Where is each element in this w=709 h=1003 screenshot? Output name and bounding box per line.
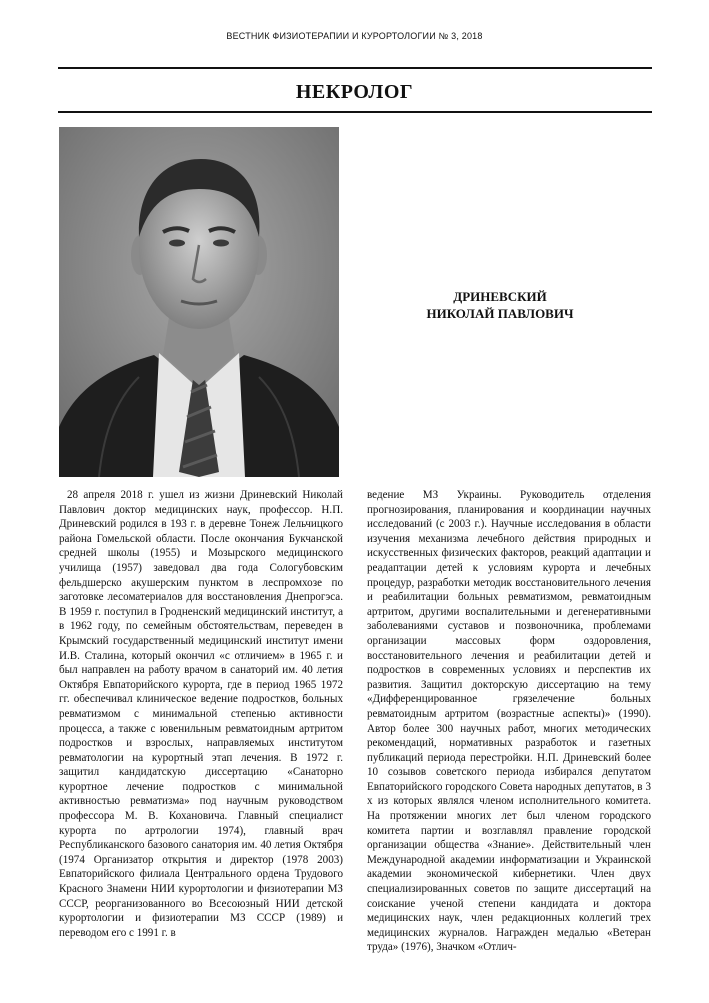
article-column-right: [367, 488, 651, 955]
person-name-block: [370, 288, 630, 322]
section-title: НЕКРОЛОГ: [295, 81, 414, 103]
portrait-photo: [59, 127, 339, 477]
person-surname: ДРИНЕВСКИЙ: [453, 289, 547, 304]
article-column-left: [59, 488, 343, 940]
right-column-text: ведение МЗ Украины. Руководитель отделения прогнозирования, планирования и координации научных исследований (с 2003 г.). Научные исследования в области изучения механизма лечебного действия природных и искусственных физических факторов, реакций адаптации и реадаптации детей к условиям курорта и лечебных процедур, разработки методик восстановительного лечения и реабилитации больных ревматизмом, ревматоидным артритом, другими воспалительными и дегенеративными заболеваниями суставов и позвоночника, проблемами организации массовых форм оздоровления, восстановительного лечения и реабилитации детей и подростков в современных условиях и перспектив их развития. Защитил докторскую диссертацию на тему «Дифференцированное грязелечение больных ревматоидным артритом (возрастные аспекты)» (1990). Автор более 300 научных работ, многих методических рекомендаций, нормативных разработок и газетных публикаций периода перестройки. Н.П. Дриневский более 10 созывов советского периода избирался депутатом Евпаторийского городского Совета народных депутатов, в 3 х из которых являлся членом исполнительного комитета. На протяжении многих лет был членом городского комитета партии и возглавлял правление городской организации общества «Знание». Действительный член Международной академии информатизации и Украинской академии экономической кибернетики. Член двух специализированных советов по защите диссертаций на соискание ученой степени кандидата и доктора медицинских наук, член редакционных коллегий трех медицинских журналов. Награжден медалью «Ветеран труда» (1976), Значком «Отлич-: [367, 489, 651, 954]
person-given-names: НИКОЛАЙ ПАВЛОВИЧ: [426, 306, 574, 321]
journal-header: ВЕСТНИК ФИЗИОТЕРАПИИ И КУРОРТОЛОГИИ № 3, 2018: [226, 31, 483, 41]
bottom-rule: [58, 111, 652, 113]
left-column-text: 28 апреля 2018 г. ушел из жизни Дриневский Николай Павлович доктор медицинских наук, профессор. Н.П. Дриневский родился в 193 г. в деревне Тонеж Лельчицкого района Гомельской области. После окончания Букчанской средней школы (1955) и Мозырского медицинского училища (1957) заведовал два года Сологубовским фельдшерско акушерским пунктом в леспромхозе по заготовке лесоматериалов для восстановления Днепрогэса. В 1959 г. поступил в Гродненский медицинский институт, а в 1962 году, по семейным обстоятельствам, переведен в Крымский государственный медицинский институт имени И.В. Сталина, который окончил «с отличием» в 1965 г. и был направлен на работу врачом в санаторий им. 40 летия Октября Евпаторийского курорта, где в период 1965 1972 гг. обеспечивал клиническое ведение подростков, больных ревматизмом с минимальной степенью активности процесса, а также с ювенильным ревматоидным артритом подростков и взрослых, направляемых институтом ревматологии на курортный этап лечения. В 1972 г. защитил кандидатскую диссертацию «Санаторно курортное лечение подростков с минимальной активностью ревматизма» под научным руководством профессора М. В. Кохановича. Главный специалист курорта по артрологии 1974), главный врач Республиканского базового санатория им. 40 летия Октября (1974 Организатор открытия и директор (1978 2003) Евпаторийского филиала Центрального ордена Трудового Красного Знамени НИИ курортологии и физиотерапии МЗ СССР, реорганизованного во Всесоюзный НИИ детской курортологии и физиотерапии МЗ СССР (1989) и переводом его с 1991 г. в: [59, 489, 343, 939]
top-rule: [58, 67, 652, 69]
